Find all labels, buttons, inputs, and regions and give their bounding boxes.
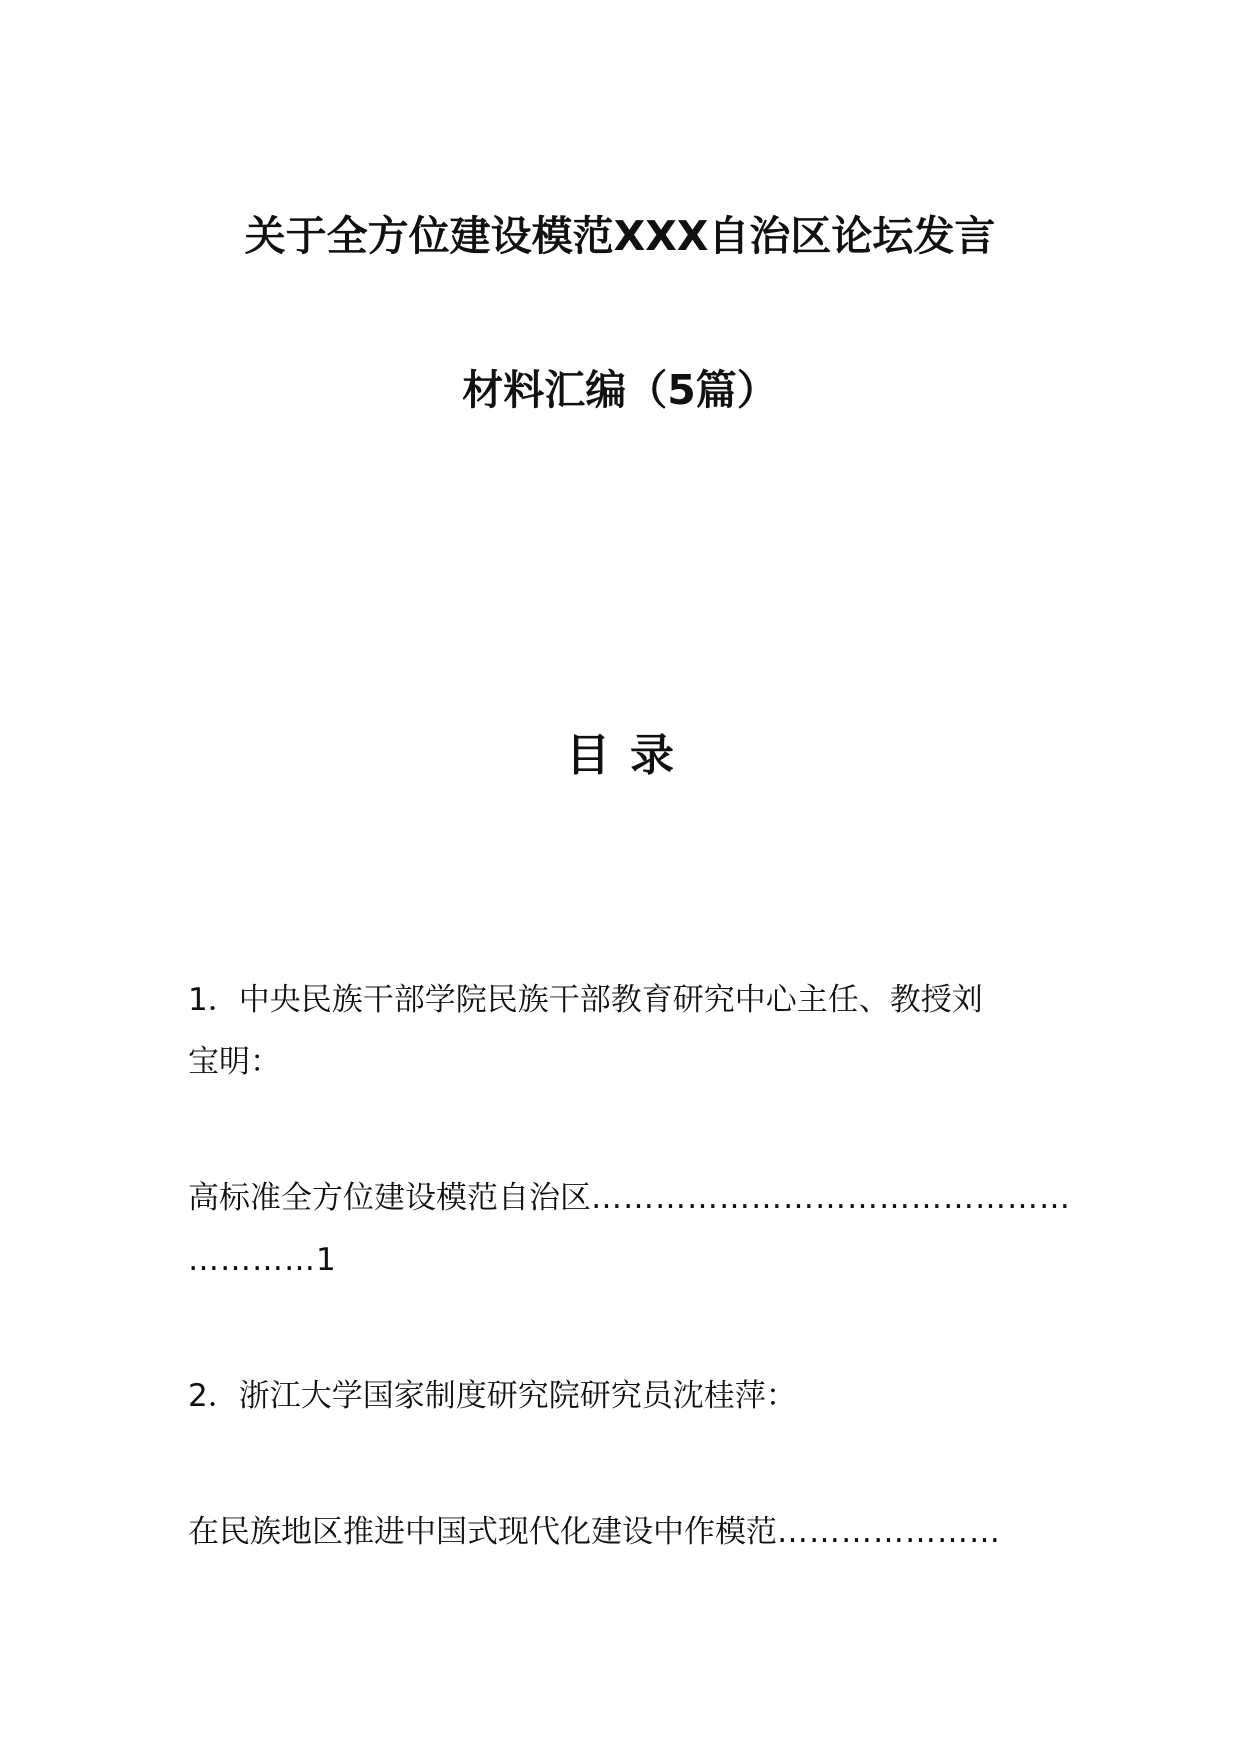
toc-entry-2-title-line <box>188 1510 1001 1554</box>
toc-heading: 目录 <box>566 730 694 781</box>
toc-entry-1-leader-dots: ……………………………………… <box>591 1180 1071 1216</box>
toc-entry-2-author-line-1: 2．浙江大学国家制度研究院研究员沈桂萍： <box>188 1378 797 1414</box>
toc-entry-1-page-number: 1 <box>316 1242 336 1278</box>
toc-entry-1-author-line-1: 1．中央民族干部学院民族干部教育研究中心主任、教授刘 <box>188 982 983 1018</box>
toc-entry-1-leader-dots-continued: ………… <box>188 1242 316 1278</box>
document-title-line-1: 关于全方位建设模范XXX自治区论坛发言 <box>244 212 996 260</box>
toc-entry-1-author-line-2: 宝明： <box>188 1044 281 1080</box>
toc-entry-2-leader-dots: ………………… <box>777 1514 1001 1550</box>
toc-entry-1-article-title: 高标准全方位建设模范自治区 <box>188 1180 591 1216</box>
toc-entry-1-page-line <box>188 1238 336 1282</box>
toc-entry-2-article-title: 在民族地区推进中国式现代化建设中作模范 <box>188 1514 777 1550</box>
toc-entry-1-title-line <box>188 1176 1071 1220</box>
document-title-line-2: 材料汇编（5篇） <box>462 366 778 414</box>
